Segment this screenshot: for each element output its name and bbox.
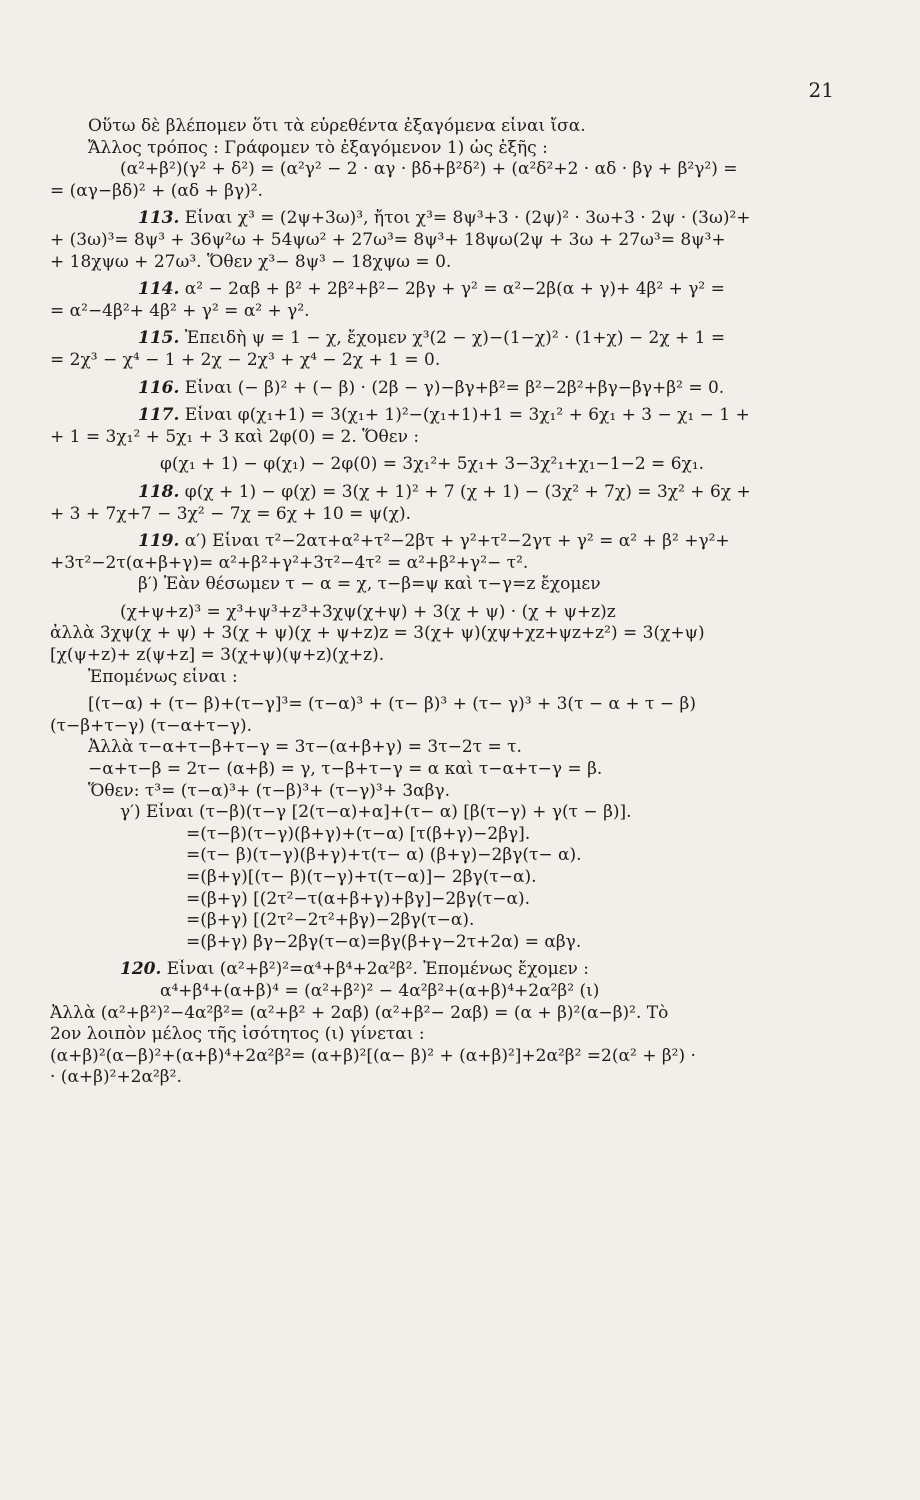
text-line [50,1067,850,1089]
text-line [50,279,850,301]
line-text: [χ(ψ+z)+ z(ψ+z] = 3(χ+ψ)(ψ+z)(χ+z). [50,645,385,666]
text-line [50,824,850,846]
exercise-number: 120. [120,959,162,980]
text-line [50,405,850,427]
text-line [50,867,850,889]
line-text: Εἶναι φ(χ₁+1) = 3(χ₁+ 1)²−(χ₁+1)+1 = 3χ₁² + 6χ₁ + 3 − χ₁ − 1 + [179,405,750,426]
line-text: =(β+γ)[(τ− β)(τ−γ)+τ(τ−α)]− 2βγ(τ−α). [186,867,537,887]
text-line [50,737,850,759]
line-text: α′) Εἶναι τ²−2ατ+α²+τ²−2βτ + γ²+τ²−2γτ + γ² = α² + β² +γ²+ [179,531,730,552]
exercise-number: 114. [138,279,180,300]
line-text: (α+β)²(α−β)²+(α+β)⁴+2α²β²= (α+β)²[(α− β)² + (α+β)²]+2α²β² =2(α² + β²) · [50,1045,696,1066]
text-line [50,138,850,160]
text-line [50,427,850,449]
line-text: Ἀλλὰ τ−α+τ−β+τ−γ = 3τ−(α+β+γ) = 3τ−2τ = τ. [88,737,522,758]
line-text: + (3ω)³= 8ψ³ + 36ψ²ω + 54ψω² + 27ω³= 8ψ³+ 18ψω(2ψ + 3ω + 27ω³= 8ψ³+ [50,229,726,250]
line-text: = (αγ−βδ)² + (αδ + βγ)². [50,180,263,201]
line-text: 2ον λοιπὸν μέλος τῆς ἰσότητος (ι) γίνεται : [50,1024,425,1045]
text-line [50,759,850,781]
text-line [50,667,850,689]
exercise-number: 117. [138,405,180,426]
exercise-number: 118. [138,481,180,502]
exercise-number: 115. [138,328,180,349]
text-line [50,1024,850,1046]
text-line [50,959,850,981]
line-text: · (α+β)²+2α²β². [50,1067,182,1088]
line-text: φ(χ₁ + 1) − φ(χ₁) − 2φ(0) = 3χ₁²+ 5χ₁+ 3−3χ²₁+χ₁−1−2 = 6χ₁. [160,454,705,475]
line-text: Οὕτω δὲ βλέπομεν ὅτι τὰ εὑρεθέντα ἐξαγόμενα εἶναι ἴσα. [88,116,586,136]
text-line [50,981,850,1003]
text-line [50,910,850,932]
line-text: Ἐπειδὴ ψ = 1 − χ, ἔχομεν χ³(2 − χ)−(1−χ)² · (1+χ) − 2χ + 1 = [179,328,726,349]
text-line [50,181,850,203]
line-text: =(β+γ) [(2τ²−2τ²+βγ)−2βγ(τ−α). [186,910,475,931]
text-line [50,802,850,824]
line-text: = 2χ³ − χ⁴ − 1 + 2χ − 2χ³ + χ⁴ − 2χ + 1 = 0. [50,349,441,370]
line-text: Ἑπομένως εἶναι : [88,666,238,687]
text-line [50,208,850,230]
text-line [50,1003,850,1025]
line-text: Εἶναι (α²+β²)²=α⁴+β⁴+2α²β². Ἑπομένως ἔχομεν : [161,959,589,980]
exercise-number: 119. [138,531,180,552]
line-text: Ἄλλος τρόπος : Γράφομεν τὸ ἐξαγόμενον 1) ὡς ἑξῆς : [88,137,548,158]
text-line [50,1046,850,1068]
line-text: =(τ−β)(τ−γ)(β+γ)+(τ−α) [τ(β+γ)−2βγ]. [186,823,531,844]
text-line [50,645,850,667]
text-line [50,116,850,138]
text-line [50,889,850,911]
text-line [50,694,850,716]
line-text: Ὅθεν: τ³= (τ−α)³+ (τ−β)³+ (τ−γ)³+ 3αβγ. [88,780,451,801]
line-text: β′) Ἐὰν θέσωμεν τ − α = χ, τ−β=ψ καὶ τ−γ=z ἔχομεν [138,574,601,595]
text-line [50,378,850,400]
text-line [50,845,850,867]
line-text: Ἀλλὰ (α²+β²)²−4α²β²= (α²+β² + 2αβ) (α²+β²− 2αβ) = (α + β)²(α−β)². Τὸ [50,1002,669,1023]
text-line [50,328,850,350]
line-text: +3τ²−2τ(α+β+γ)= α²+β²+γ²+3τ²−4τ² = α²+β²+γ²− τ². [50,552,529,573]
line-text: α⁴+β⁴+(α+β)⁴ = (α²+β²)² − 4α²β²+(α+β)⁴+2α²β² (ι) [160,980,600,1001]
text-line [50,716,850,738]
text-line [50,574,850,596]
text-line [50,230,850,252]
line-text: −α+τ−β = 2τ− (α+β) = γ, τ−β+τ−γ = α καὶ τ−α+τ−γ = β. [88,759,603,780]
line-text: γ′) Εἶναι (τ−β)(τ−γ [2(τ−α)+α]+(τ− α) [β(τ−γ) + γ(τ − β)]. [120,802,632,823]
line-text: = α²−4β²+ 4β² + γ² = α² + γ². [50,300,310,321]
line-text: =(β+γ) [(2τ²−τ(α+β+γ)+βγ]−2βγ(τ−α). [186,888,531,909]
line-text: =(τ− β)(τ−γ)(β+γ)+τ(τ− α) (β+γ)−2βγ(τ− α). [186,845,582,866]
line-text: (χ+ψ+z)³ = χ³+ψ³+z³+3χψ(χ+ψ) + 3(χ + ψ) · (χ + ψ+z)z [120,601,616,622]
line-text: (α²+β²)(γ² + δ²) = (α²γ² − 2 · αγ · βδ+β²δ²) + (α²δ²+2 · αδ · βγ + β²γ²) = [120,159,738,180]
line-text: Εἶναι (− β)² + (− β) · (2β − γ)−βγ+β²= β²−2β²+βγ−βγ+β² = 0. [179,377,725,398]
page-number: 21 [808,78,834,102]
text-line [50,602,850,624]
text-line [50,932,850,954]
text-line [50,623,850,645]
line-text: [(τ−α) + (τ− β)+(τ−γ]³= (τ−α)³ + (τ− β)³ + (τ− γ)³ + 3(τ − α + τ − β) [88,694,696,715]
text-line [50,781,850,803]
line-text: + 18χψω + 27ω³. Ὅθεν χ³− 8ψ³ − 18χψω = 0. [50,251,452,272]
text-line [50,504,850,526]
text-line [50,252,850,274]
text-line [50,482,850,504]
line-text: + 1 = 3χ₁² + 5χ₁ + 3 καὶ 2φ(0) = 2. Ὅθεν : [50,426,420,447]
text-line [50,454,850,476]
line-text: Εἶναι χ³ = (2ψ+3ω)³, ἤτοι χ³= 8ψ³+3 · (2ψ)² · 3ω+3 · 2ψ · (3ω)²+ [179,208,751,229]
line-text: α² − 2αβ + β² + 2β²+β²− 2βγ + γ² = α²−2β(α + γ)+ 4β² + γ² = [179,279,725,300]
text-line [50,553,850,575]
exercise-number: 116. [138,377,180,398]
text-line [50,301,850,323]
text-line [50,159,850,181]
text-line [50,350,850,372]
line-text: =(β+γ) βγ−2βγ(τ−α)=βγ(β+γ−2τ+2α) = αβγ. [186,931,582,952]
line-text: (τ−β+τ−γ) (τ−α+τ−γ). [50,715,253,736]
line-text: φ(χ + 1) − φ(χ) = 3(χ + 1)² + 7 (χ + 1) − (3χ² + 7χ) = 3χ² + 6χ + [179,481,751,502]
line-text: + 3 + 7χ+7 − 3χ² − 7χ = 6χ + 10 = ψ(χ). [50,503,412,524]
line-text: ἀλλὰ 3χψ(χ + ψ) + 3(χ + ψ)(χ + ψ+z)z = 3(χ+ ψ)(χψ+χz+ψz+z²) = 3(χ+ψ) [50,623,705,644]
exercise-number: 113. [138,208,180,229]
page-text [50,116,850,1089]
text-line [50,531,850,553]
